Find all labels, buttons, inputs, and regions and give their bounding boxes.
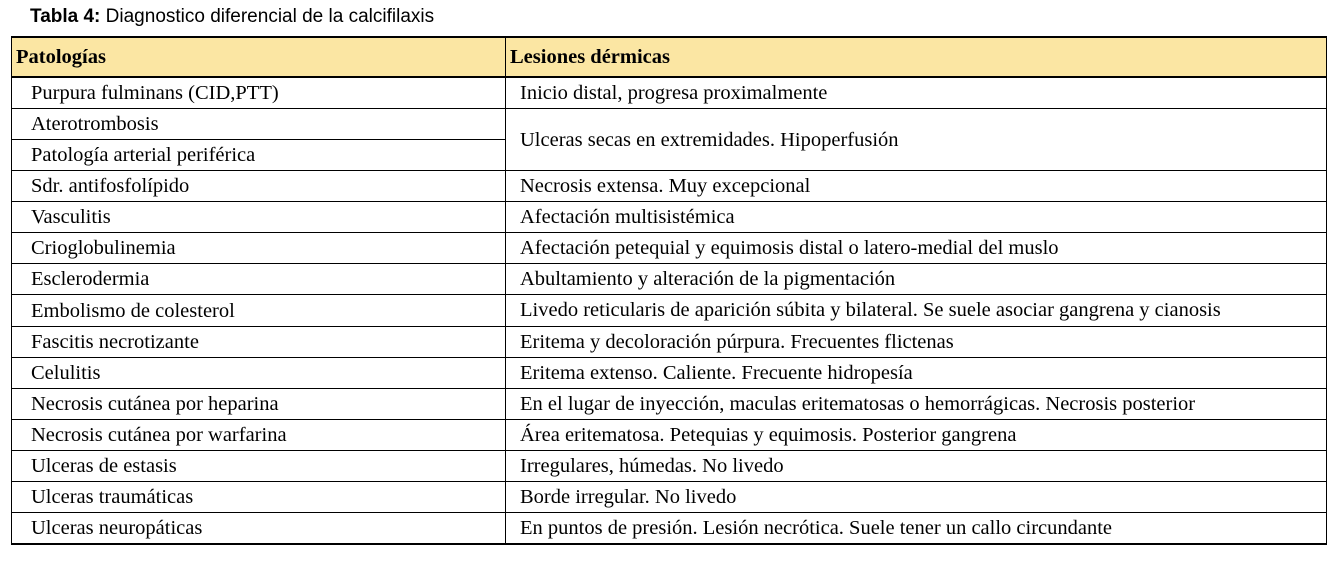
table-caption <box>30 6 434 28</box>
lesion-cell: Eritema extenso. Caliente. Frecuente hidropesía <box>506 358 1327 389</box>
pathology-cell: Necrosis cutánea por heparina <box>12 389 506 420</box>
header-pathologies: Patologías <box>12 37 506 77</box>
table-row <box>12 482 1327 513</box>
pathology-cell: Ulceras traumáticas <box>12 482 506 513</box>
lesion-cell: Abultamiento y alteración de la pigmentación <box>506 264 1327 295</box>
pathology-cell: Purpura fulminans (CID,PTT) <box>12 77 506 109</box>
table-row <box>12 513 1327 545</box>
pathology-cell: Celulitis <box>12 358 506 389</box>
lesion-cell: Afectación petequial y equimosis distal o latero-medial del muslo <box>506 233 1327 264</box>
lesion-cell: Ulceras secas en extremidades. Hipoperfusión <box>506 109 1327 171</box>
lesion-cell: Borde irregular. No livedo <box>506 482 1327 513</box>
table-row <box>12 264 1327 295</box>
pathology-cell: Sdr. antifosfolípido <box>12 171 506 202</box>
table-row <box>12 389 1327 420</box>
table-row <box>12 358 1327 389</box>
caption-label: Tabla 4: <box>30 6 101 27</box>
header-skin-lesions: Lesiones dérmicas <box>506 37 1327 77</box>
pathology-cell: Patología arterial periférica <box>12 140 506 171</box>
lesion-cell: Livedo reticularis de aparición súbita y bilateral. Se suele asociar gangrena y cianosis <box>506 295 1327 327</box>
table-row <box>12 171 1327 202</box>
pathology-cell: Ulceras neuropáticas <box>12 513 506 545</box>
header-row <box>12 37 1327 77</box>
table-row <box>12 109 1327 140</box>
pathology-cell: Embolismo de colesterol <box>12 295 506 327</box>
differential-diagnosis-table <box>11 36 1327 545</box>
lesion-cell: Necrosis extensa. Muy excepcional <box>506 171 1327 202</box>
table-row <box>12 77 1327 109</box>
pathology-cell: Esclerodermia <box>12 264 506 295</box>
lesion-cell: Afectación multisistémica <box>506 202 1327 233</box>
pathology-cell: Necrosis cutánea por warfarina <box>12 420 506 451</box>
caption-text: Diagnostico diferencial de la calcifilaxis <box>100 6 435 27</box>
lesion-cell: Eritema y decoloración púrpura. Frecuentes flictenas <box>506 327 1327 358</box>
table-row <box>12 327 1327 358</box>
pathology-cell: Crioglobulinemia <box>12 233 506 264</box>
pathology-cell: Aterotrombosis <box>12 109 506 140</box>
table-row <box>12 295 1327 327</box>
pathology-cell: Vasculitis <box>12 202 506 233</box>
lesion-cell: Irregulares, húmedas. No livedo <box>506 451 1327 482</box>
table-row <box>12 202 1327 233</box>
lesion-cell: Área eritematosa. Petequias y equimosis. Posterior gangrena <box>506 420 1327 451</box>
table-row <box>12 233 1327 264</box>
lesion-cell: En puntos de presión. Lesión necrótica. Suele tener un callo circundante <box>506 513 1327 545</box>
pathology-cell: Ulceras de estasis <box>12 451 506 482</box>
table-row <box>12 451 1327 482</box>
lesion-cell: Inicio distal, progresa proximalmente <box>506 77 1327 109</box>
lesion-cell: En el lugar de inyección, maculas eritematosas o hemorrágicas. Necrosis posterior <box>506 389 1327 420</box>
table-row <box>12 420 1327 451</box>
pathology-cell: Fascitis necrotizante <box>12 327 506 358</box>
